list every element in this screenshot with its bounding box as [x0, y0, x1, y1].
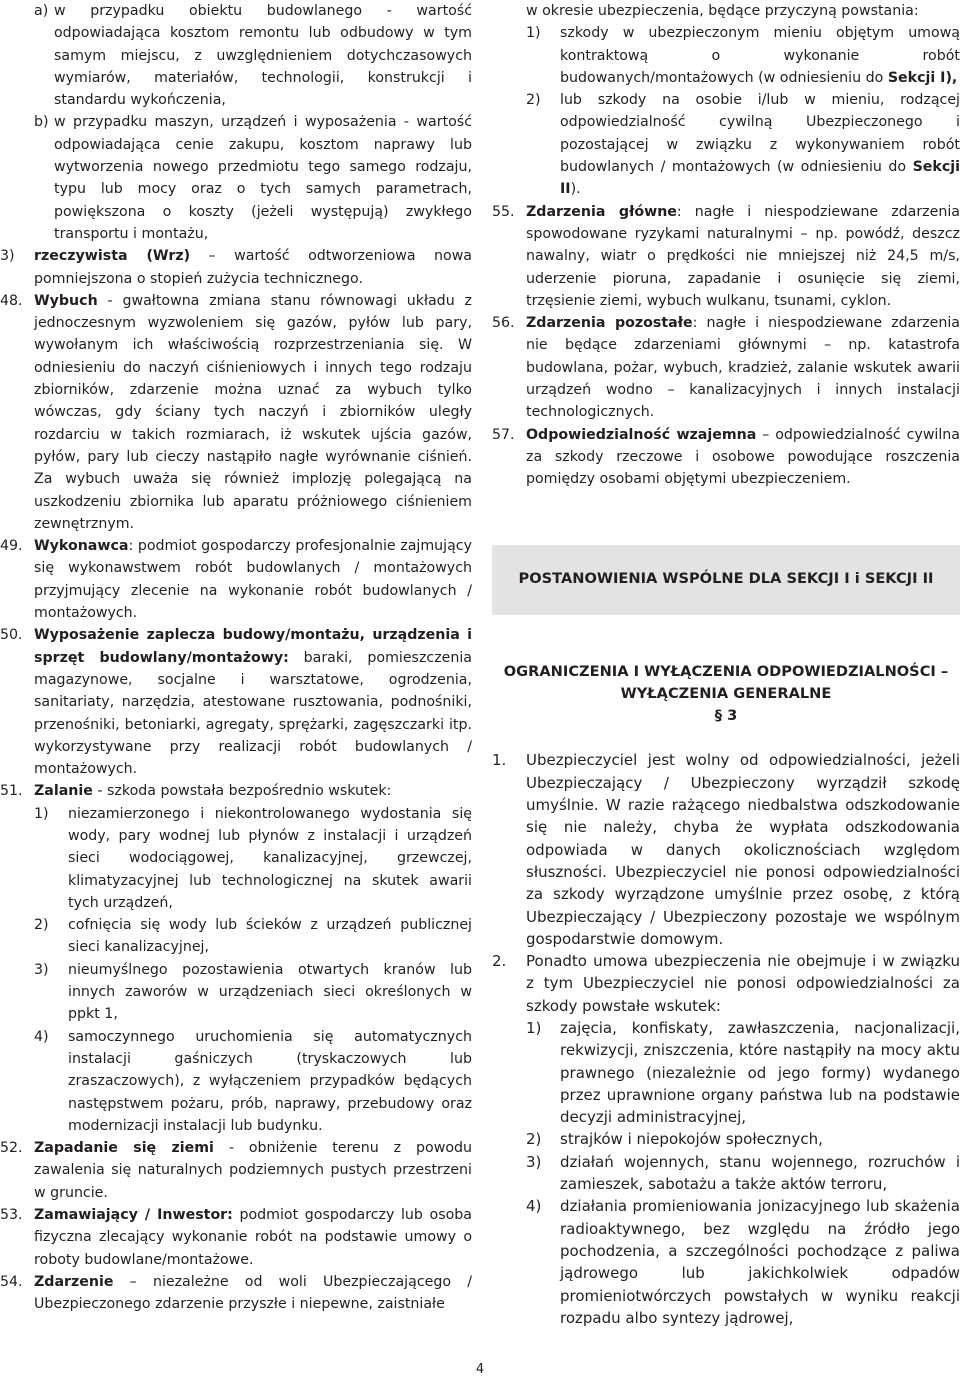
- definition-number: 51.: [0, 783, 23, 800]
- definition-number: 49.: [0, 538, 23, 555]
- list-item: [34, 1026, 472, 1137]
- item-marker: 2): [526, 92, 541, 109]
- definition-number: 50.: [0, 627, 23, 644]
- definition-52: [0, 1137, 472, 1204]
- item-marker: 3): [34, 961, 49, 978]
- paragraph-symbol: § 3: [714, 707, 738, 725]
- item-text: działania promieniowania jonizacyjnego lub skażenia radioaktywnego, bez względu na źródło jego pochodzenia, a szczególności pochodzące z paliwa jądrowego lub jakichkolwiek odpadów promieniotwórczych powstałych w wyniku reakcji rozpadu albo syntezy jądrowej,: [560, 1197, 960, 1327]
- definition-51: [0, 780, 472, 802]
- heading-line: WYŁĄCZENIA GENERALNE: [620, 684, 832, 702]
- term-label: Zapadanie się ziemi: [34, 1140, 214, 1157]
- right-column: [492, 0, 960, 1329]
- definition-56: [492, 312, 960, 423]
- term-label: rzeczywista (Wrz): [34, 248, 191, 265]
- list-item: [526, 1017, 960, 1128]
- list-item: [526, 22, 960, 89]
- list-item: [34, 0, 472, 111]
- item-marker: 1): [526, 1018, 542, 1037]
- item-text: działań wojennych, stanu wojennego, rozruchów i zamieszek, sabotażu a także aktów terroru,: [560, 1152, 960, 1194]
- item-text: lub szkody na osobie i/lub w mieniu, rodzącej odpowiedzialność cywilną Ubezpieczonego i pozostającej w związku z wykonywaniem robót budowlanych / montażowych (w odniesieniu do: [560, 92, 960, 176]
- term-label: Zdarzenie: [34, 1273, 114, 1290]
- section-ref: Sekcji II: [560, 159, 960, 198]
- clause-text: Ponadto umowa ubezpieczenia nie obejmuje i w związku z tym Ubezpieczyciel nie ponosi odpowiedzialności za szkody powstałe wskutek:: [526, 952, 960, 1015]
- item-marker: 1): [526, 25, 541, 42]
- list-item: [526, 1195, 960, 1329]
- list-item: [34, 111, 472, 245]
- item-marker: 4): [526, 1197, 542, 1216]
- definition-number: 48.: [0, 292, 23, 309]
- item-text: szkody w ubezpieczonym mieniu objętym umową kontraktową o wykonanie robót budowanych/montażowych (w odniesieniu do: [560, 25, 960, 86]
- definition-text: - szkoda powstała bezpośrednio wskutek:: [92, 783, 392, 800]
- item-text: niezamierzonego i niekontrolowanego wydostania się wody, pary wodnej lub płynów z instalacji i urządzeń sieci wodociągowej, kanalizacyjnej, grzewczej, klimatyzacyjnej lub technologicznej na skutek awarii tych urządzeń,: [68, 805, 472, 911]
- definition-number: 53.: [0, 1207, 23, 1224]
- definition-text: : podmiot gospodarczy profesjonalnie zajmujący się wykonawstwem robót budowlanych / montażowych przyjmujący zlecenie na wykonanie robót budowlanych / montażowych.: [34, 538, 472, 622]
- list-item: [34, 959, 472, 1026]
- item-text: nieumyślnego pozostawienia otwartych kranów lub innych zaworów w urządzeniach sieci określonych w ppkt 1,: [68, 961, 472, 1023]
- item-text: w przypadku obiektu budowlanego - wartość odpowiadająca kosztom remontu lub odbudowy w tym samym miejscu, z uwzględnieniem dotychczasowych wymiarów, materiałów, technologii, konstrukcji i standardu wykończenia,: [54, 3, 472, 109]
- definition-text: : nagłe i niespodziewane zdarzenia nie będące zdarzeniami głównymi – np. katastrofa budowlana, pożar, wybuch, kradzież, zalanie wskutek awarii urządzeń wodno – kanalizacyjnych i innych instalacji technologicznych.: [526, 315, 960, 421]
- clause-number: 2.: [492, 952, 507, 971]
- term-label: Odpowiedzialność wzajemna: [526, 426, 757, 443]
- definition-text: : nagłe i niespodziewane zdarzenia spowodowane ryzykami naturalnymi – np. powódź, deszcz nawalny, wiatr o prędkości nie mniejszej niż 24,5 m/s, uderzenie pioruna, zapadanie i osunięcie się ziemi, trzęsienie ziemi, wybuch wulkanu, tsunami, cyklon.: [526, 203, 960, 309]
- item-marker: b): [34, 114, 49, 131]
- definition-50: [0, 624, 472, 780]
- definition-text: - obniżenie terenu z powodu zawalenia się naturalnych podziemnych pustych przestrzeni w gruncie.: [34, 1140, 472, 1201]
- term-label: Zamawiający / Inwestor:: [34, 1207, 233, 1224]
- clause-text: Ubezpieczyciel jest wolny od odpowiedzialności, jeżeli Ubezpieczający / Ubezpieczony wyrządził szkodę umyślnie. W razie rażącego niedbalstwa odszkodowanie się nie należy, chyba że wypłata odszkodowania odpowiada w danych okolicznościach względom słuszności. Ubezpieczyciel nie ponosi odpowiedzialności za szkody wyrządzone umyślnie przez osobę, z którą Ubezpieczający / Ubezpieczony pozostaje we wspólnym gospodarstwie domowym.: [526, 751, 960, 948]
- clause-2: [492, 950, 960, 1017]
- item-marker: 2): [34, 917, 49, 934]
- heading-line: OGRANICZENIA I WYŁĄCZENIA ODPOWIEDZIALNOŚCI –: [503, 662, 949, 680]
- definition-text: - gwałtowna zmiana stanu równowagi układu z jednoczesnym wyzwoleniem się gazów, pyłów lub pary, wywołanym ich właściwością rozprzestrzeniania się. W odniesieniu do naczyń ciśnieniowych i innych tego rodzaju zbiorników, zdarzenie można uznać za wybuch tylko wówczas, gdy ściany tych naczyń i zbiorników uległy rozdarciu w takich rozmiarach, iż wskutek ujścia gazów, pyłów, pary lub cieczy nastąpiło nagłe wyrównanie ciśnień. Za wybuch uważa się również implozję polegającą na uszkodzeniu zbiornika lub aparatu próżniowego ciśnieniem zewnętrznym.: [34, 292, 472, 532]
- item-text: – wartość odtworzeniowa nowa pomniejszona o stopień zużycia technicznego.: [34, 248, 472, 287]
- definition-49: [0, 535, 472, 624]
- definition-text: baraki, pomieszczenia magazynowe, socjalne i warsztatowe, ogrodzenia, sanitariaty, narzędzia, atestowane rusztowania, podnośniki, przenośniki, betoniarki, agregaty, sprężarki, zagęszczarki itp. wykorzystywane przy realizacji robót budowlanych / montażowych.: [34, 649, 472, 778]
- definition-number: 52.: [0, 1140, 23, 1157]
- definition-number: 56.: [492, 315, 515, 332]
- list-item: [34, 803, 472, 914]
- item-text: w przypadku maszyn, urządzeń i wyposażenia - wartość odpowiadająca cenie zakupu, kosztom naprawy lub wytworzenia nowego przedmiotu tego samego rodzaju, typu lub mocy oraz o tych samych parametrach, powiększona o koszty (jeżeli występują) zwykłego transportu i montażu,: [54, 114, 472, 242]
- definition-text: – niezależne od woli Ubezpieczającego / Ubezpieczonego zdarzenie przyszłe i niepewne, zaistniałe: [34, 1273, 472, 1313]
- clause-1: [492, 749, 960, 950]
- page-number: 4: [475, 1362, 485, 1377]
- definition-54: [0, 1271, 472, 1316]
- definition-48: [0, 290, 472, 535]
- section-ref: Sekcji I),: [887, 69, 958, 86]
- item-text: zajęcia, konfiskaty, zawłaszczenia, nacjonalizacji, rekwizycji, zniszczenia, które nastąpiły na mocy aktu prawnego (niezależnie od jego formy) wydanego przez uprawnione organy państwa lub na podstawie decyzji administracyjnej,: [560, 1018, 960, 1127]
- definition-57: [492, 424, 960, 491]
- clause-number: 1.: [492, 751, 507, 770]
- item-marker: 3): [0, 248, 15, 265]
- left-column: [0, 0, 472, 1316]
- item-text: strajków i niepokojów społecznych,: [560, 1130, 823, 1149]
- item-marker: 4): [34, 1028, 49, 1045]
- definition-number: 55.: [492, 203, 515, 220]
- definition-53: [0, 1204, 472, 1271]
- term-label: Zdarzenia pozostałe: [526, 315, 693, 332]
- item-text: samoczynnego uruchomienia się automatycznych instalacji gaśniczych (tryskaczowych lub zraszaczowych), z wyłączeniem przypadków będących następstwem pożaru, prób, naprawy, przebudowy oraz modernizacji instalacji lub budynku.: [68, 1028, 472, 1134]
- list-item: [0, 245, 472, 290]
- definition-text: – odpowiedzialność cywilna za szkody rzeczowe i osobowe powodujące roszczenia pomiędzy osobami objętymi ubezpieczeniem.: [526, 426, 960, 488]
- item-text: cofnięcia się wody lub ścieków z urządzeń publicznej sieci kanalizacyjnej,: [68, 917, 472, 956]
- list-item: [34, 914, 472, 959]
- term-label: Wybuch: [34, 292, 98, 309]
- term-label: Zalanie: [34, 783, 93, 800]
- term-label: Wykonawca: [34, 538, 129, 555]
- definition-number: 57.: [492, 426, 515, 443]
- item-text-end: ).: [570, 181, 581, 198]
- term-label: Wyposażenie zaplecza budowy/montażu, urządzenia i sprzęt budowlany/montażowy:: [34, 627, 472, 666]
- section-banner: POSTANOWIENIA WSPÓLNE DLA SEKCJI I i SEKCJI II: [492, 545, 960, 615]
- definition-54-continued: w okresie ubezpieczenia, będące przyczyną powstania:: [526, 3, 919, 19]
- list-item: [526, 89, 960, 200]
- item-marker: 1): [34, 805, 49, 822]
- definition-55: [492, 201, 960, 312]
- item-marker: a): [34, 3, 49, 19]
- list-item: [526, 1151, 960, 1196]
- item-marker: 2): [526, 1130, 542, 1149]
- item-marker: 3): [526, 1152, 542, 1171]
- term-label: Zdarzenia główne: [526, 203, 677, 220]
- definition-text: podmiot gospodarczy lub osoba fizyczna zlecający wykonanie robót na podstawie umowy o roboty budowlane/montażowe.: [34, 1207, 472, 1268]
- list-item: [526, 1128, 960, 1150]
- definition-number: 54.: [0, 1273, 23, 1290]
- section-heading: [492, 661, 960, 728]
